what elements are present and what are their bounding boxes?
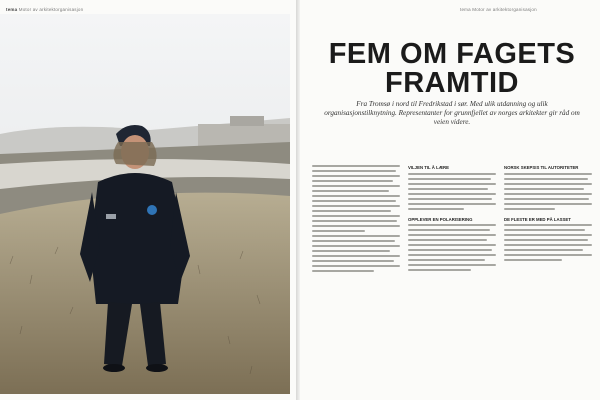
left-running-head: tema Motor av arkitektorganisasjon bbox=[6, 7, 84, 12]
body-text-placeholder bbox=[504, 173, 592, 210]
article-lede: Fra Tromsø i nord til Fredrikstad i sør. Med ulik utdanning og ulik organisasjonstilknytning. Representanter for grunnfjellet av norges arkitekter gir råd om veien videre. bbox=[324, 100, 580, 126]
subhead: NORSK SKEPSIS TIL AUTORITETER bbox=[504, 165, 579, 170]
text-column-1 bbox=[312, 165, 400, 272]
text-column-3 bbox=[504, 165, 592, 261]
right-page bbox=[300, 0, 600, 400]
subhead: OPPLEVER EN POLARISERING bbox=[408, 216, 473, 222]
portrait-illustration bbox=[0, 14, 290, 394]
subhead: DE FLESTE ER MED PÅ LASSET bbox=[504, 216, 571, 222]
portrait-photo bbox=[0, 14, 290, 394]
right-running-head: tema Motor av arkitektorganisasjon bbox=[460, 7, 537, 12]
subhead: VILJEN TIL Å LÆRE bbox=[408, 165, 449, 170]
body-text-placeholder bbox=[408, 173, 496, 210]
text-column-2 bbox=[408, 165, 496, 271]
body-text-placeholder bbox=[504, 224, 592, 261]
body-text-placeholder bbox=[408, 224, 496, 271]
article-headline: FEM OM FAGETS FRAMTID bbox=[328, 38, 576, 99]
left-page bbox=[0, 0, 296, 400]
body-text-placeholder bbox=[312, 165, 400, 272]
